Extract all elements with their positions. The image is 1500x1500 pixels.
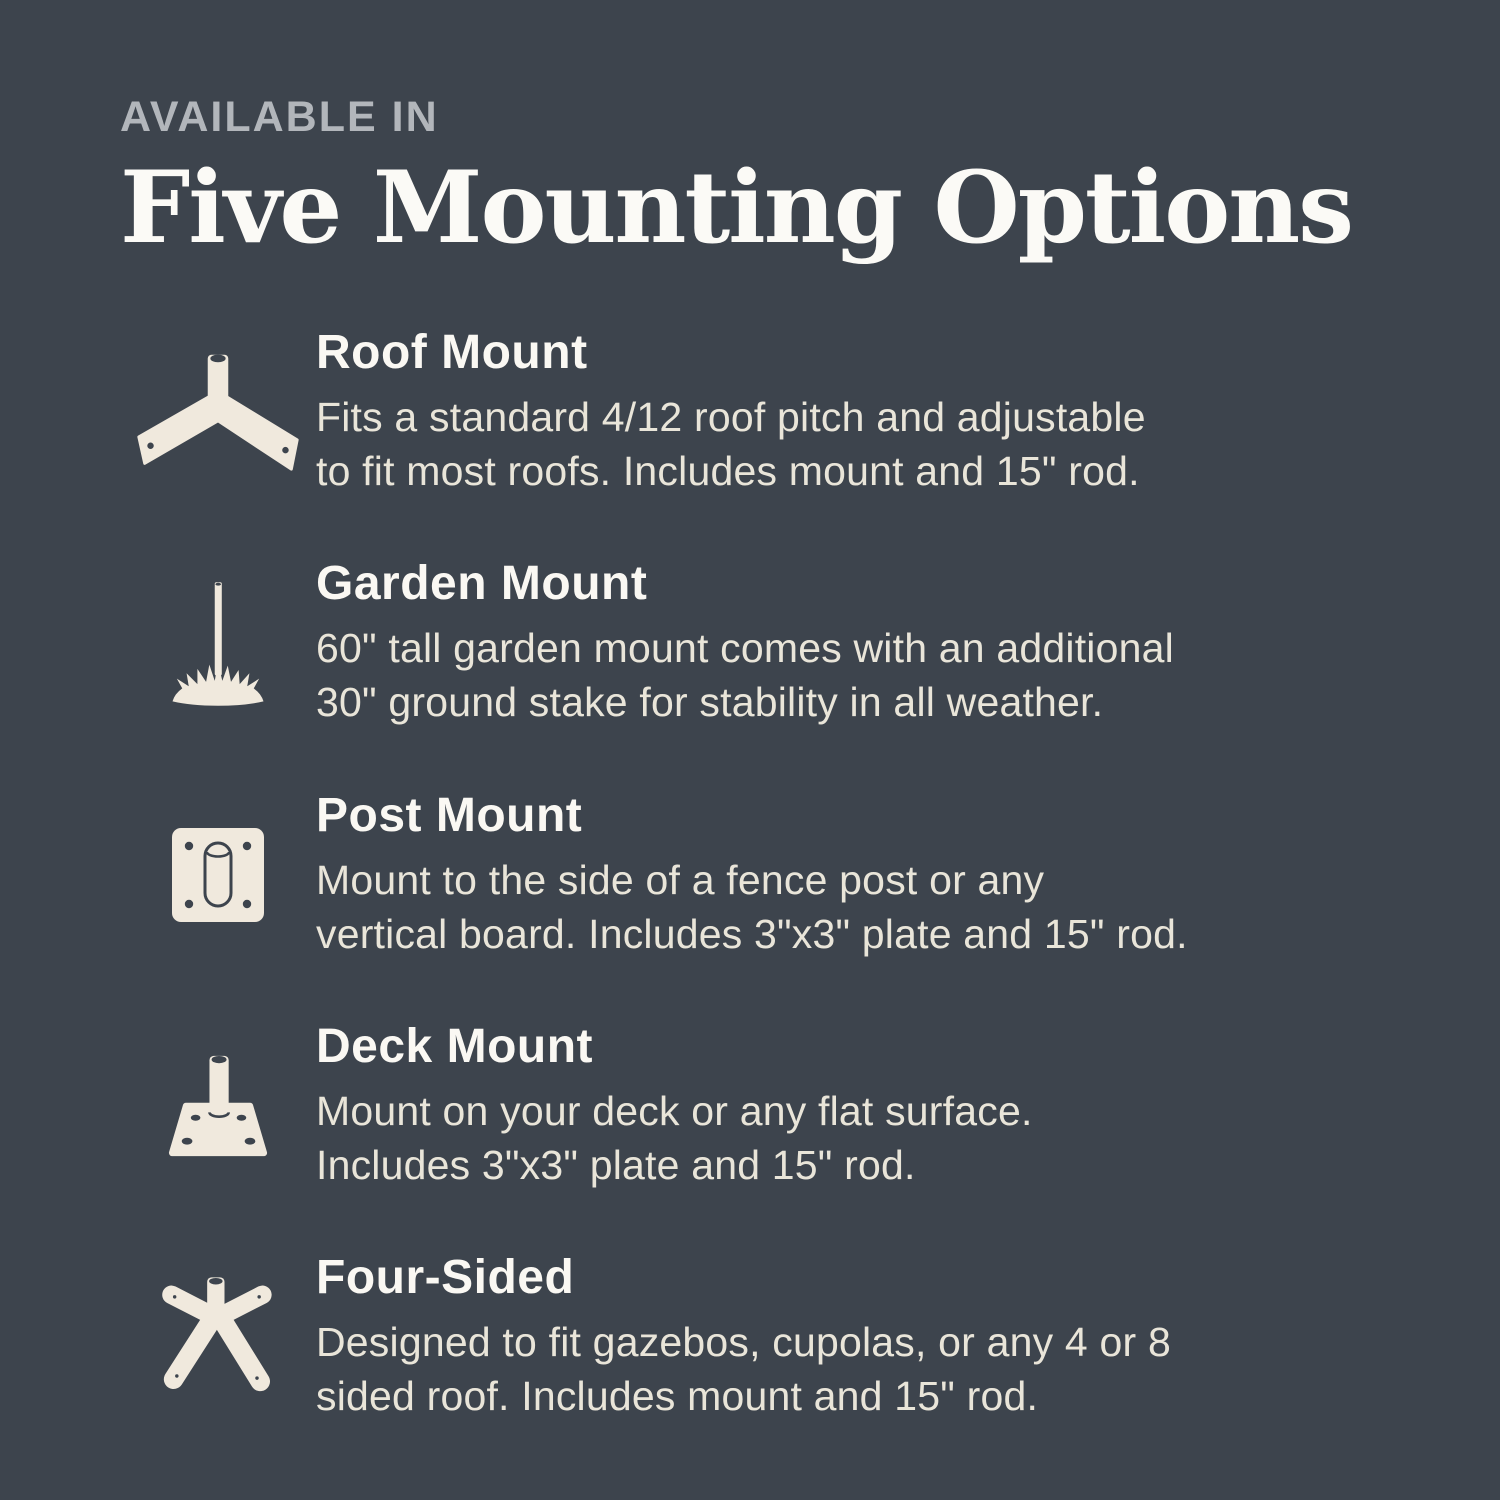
mount-option-description: Designed to fit gazebos, cupolas, or any 4 or 8 sided roof. Includes mount and 15" rod. [316,1318,1171,1419]
mount-option-row [120,1021,1390,1192]
garden-mount-icon [153,558,283,730]
mount-option-description: Mount to the side of a fence post or any vertical board. Includes 3"x3" plate and 15" rod. [316,856,1188,957]
mount-option-description: Mount on your deck or any flat surface. Includes 3"x3" plate and 15" rod. [316,1087,1033,1188]
four-sided-icon [153,1264,283,1410]
post-mount-icon [158,814,278,936]
mount-option-title: Deck Mount [316,1019,594,1073]
eyebrow-text: AVAILABLE IN [120,93,439,141]
mount-option-row [120,558,1390,730]
mount-option-row [120,327,1390,498]
mount-option-row [120,1252,1390,1423]
mount-option-title: Garden Mount [316,557,648,611]
sections-list [120,327,1390,1423]
deck-mount-icon [154,1041,282,1171]
mount-option-title: Post Mount [316,788,583,842]
mount-option-description: Fits a standard 4/12 roof pitch and adjustable to fit most roofs. Includes mount and 15" rod. [316,393,1146,494]
mount-option-title: Four-Sided [316,1250,575,1304]
page-title: Five Mounting Options [120,150,1352,266]
mount-option-title: Roof Mount [316,325,588,379]
mount-option-description: 60" tall garden mount comes with an additional 30" ground stake for stability in all weather. [316,625,1174,726]
mount-option-row [120,790,1390,961]
roof-mount-icon [129,346,307,478]
